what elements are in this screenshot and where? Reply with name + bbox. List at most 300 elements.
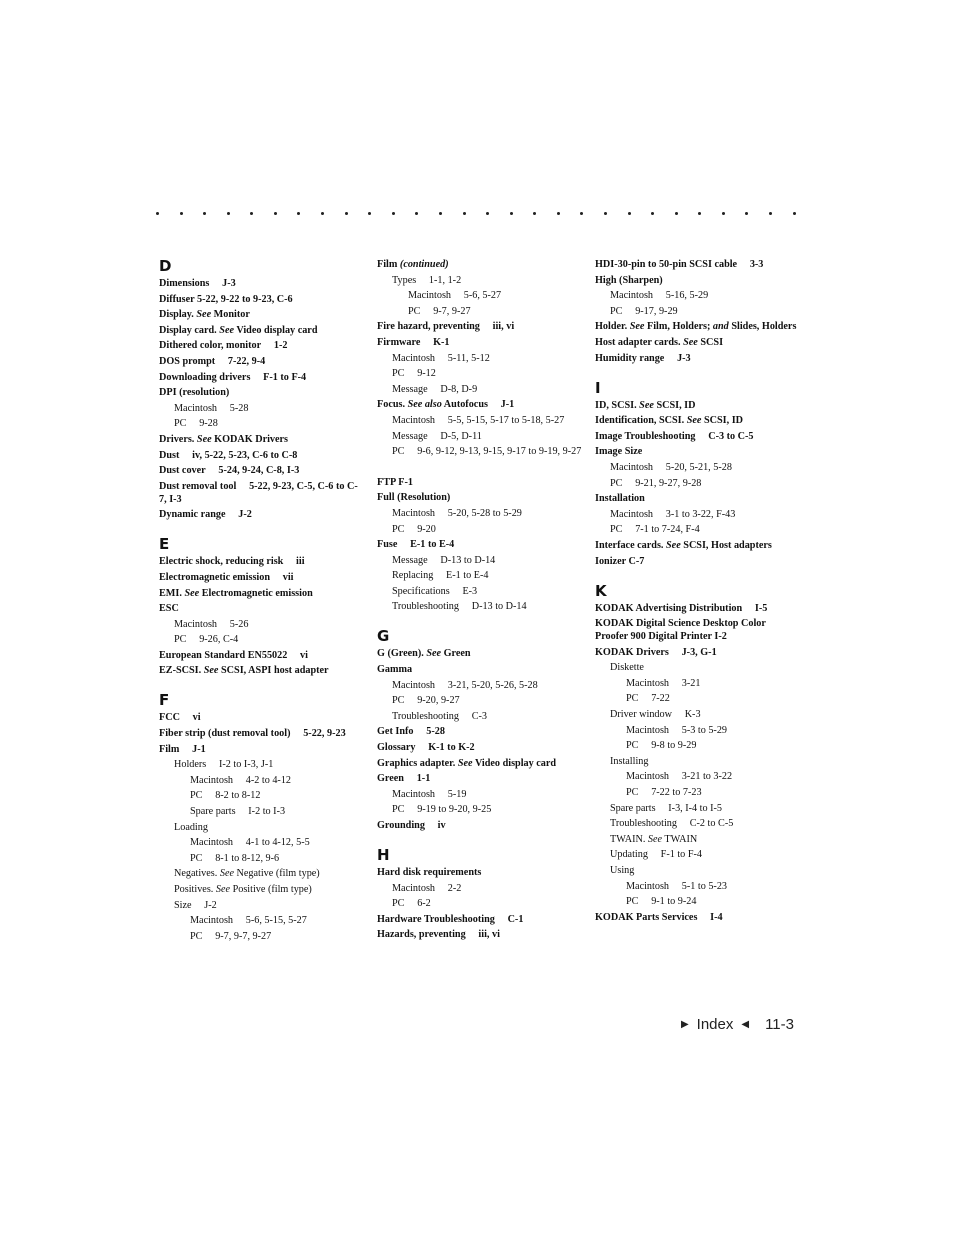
leader-dot	[722, 212, 725, 215]
entry-term: Drivers.	[159, 433, 197, 445]
index-entry	[595, 555, 800, 568]
index-subentry	[595, 802, 800, 815]
index-entry	[159, 355, 359, 368]
entry-term: Using	[610, 865, 635, 876]
leader-dot	[368, 212, 371, 215]
leader-dot	[250, 212, 253, 215]
index-entry	[159, 743, 359, 756]
entry-term: Holder.	[595, 321, 630, 333]
index-entry	[159, 587, 359, 600]
footer-section-label: Index	[696, 1016, 734, 1033]
index-subentry	[377, 569, 582, 582]
index-subentry	[595, 755, 800, 768]
see-reference-target: Video display card	[234, 324, 318, 336]
triangle-right-icon: ▶	[680, 1019, 689, 1030]
index-subentry	[377, 710, 582, 723]
entry-term: PC 9-1 to 9-24	[626, 896, 697, 908]
entry-term: HDI-30-pin to 50-pin SCSI cable 3-3	[595, 259, 764, 270]
entry-term: Macintosh 5-6, 5-15, 5-27	[190, 915, 307, 927]
entry-term: PC 6-2	[392, 898, 431, 910]
see-reference-label: See	[426, 648, 442, 660]
index-entry	[595, 352, 800, 365]
index-subentry	[377, 274, 582, 287]
index-entry	[377, 398, 582, 411]
index-entry	[159, 449, 359, 462]
index-entry	[159, 308, 359, 321]
index-entry	[377, 866, 582, 879]
entry-term: Holders I-2 to I-3, J-1	[174, 759, 274, 771]
entry-term: Macintosh 5-19	[392, 788, 467, 800]
index-subentry	[595, 508, 800, 521]
index-entry	[595, 492, 800, 505]
index-entry	[159, 371, 359, 384]
leader-dot	[203, 212, 206, 215]
entry-term: PC 7-1 to 7-24, F-4	[610, 524, 700, 536]
index-entry	[377, 757, 582, 770]
index-entry	[377, 476, 582, 489]
index-entry	[159, 664, 359, 677]
entry-term: Spare parts I-3, I-4 to I-5	[610, 802, 723, 814]
entry-term: PC 9-7, 9-27	[408, 305, 471, 317]
index-subentry	[595, 708, 800, 721]
entry-term: PC 9-7, 9-7, 9-27	[190, 930, 272, 942]
index-subentry	[377, 507, 582, 520]
leader-dot	[651, 212, 654, 215]
leader-dot	[297, 212, 300, 215]
entry-term: European Standard EN55022 vi	[159, 649, 308, 661]
entry-term: Dithered color, monitor 1-2	[159, 340, 288, 352]
entry-term: Fiber strip (dust removal tool) 5-22, 9-23	[159, 728, 346, 740]
entry-term: PC 7-22	[626, 693, 670, 705]
see-reference-label: See	[629, 321, 645, 333]
entry-term: Dimensions J-3	[159, 278, 236, 289]
entry-term: PC 9-20	[392, 523, 436, 535]
index-subentry	[595, 289, 800, 302]
index-subentry	[595, 739, 800, 752]
index-entry	[595, 430, 800, 443]
entry-term: Specifications E-3	[392, 585, 478, 597]
index-subentry	[159, 417, 359, 430]
entry-term: Installation	[595, 493, 645, 505]
index-subentry	[377, 554, 582, 567]
entry-term: Troubleshooting C-2 to C-5	[610, 818, 734, 830]
leader-dot	[345, 212, 348, 215]
entry-term: Macintosh 4-1 to 4-12, 5-5	[190, 837, 310, 849]
entry-term: Film	[377, 259, 400, 270]
index-entry	[159, 386, 359, 399]
entry-term: Message D-8, D-9	[392, 383, 478, 395]
see-reference-label: See	[219, 868, 234, 880]
entry-term: Dust iv, 5-22, 5-23, C-6 to C-8	[159, 449, 298, 461]
entry-term: Image Troubleshooting C-3 to C-5	[595, 430, 754, 442]
index-letter-heading: F	[159, 691, 170, 710]
entry-term: Diskette	[610, 662, 644, 674]
entry-term: Glossary K-1 to K-2	[377, 742, 475, 754]
index-entry	[159, 433, 359, 446]
index-subentry	[159, 852, 359, 865]
see-reference-target: Autofocus J-1	[441, 399, 515, 411]
index-entry	[595, 445, 800, 458]
see-reference-target: Film, Holders;	[644, 321, 713, 333]
entry-term: Positives.	[174, 884, 216, 895]
see-reference-target: SCSI, ASPI host adapter	[218, 665, 329, 677]
index-entry	[595, 617, 800, 643]
index-entry	[595, 646, 800, 659]
leader-dot	[769, 212, 772, 215]
entry-term: FCC vi	[159, 712, 201, 724]
index-subentry	[159, 402, 359, 415]
entry-term: Hazards, preventing iii, vi	[377, 929, 500, 941]
leader-dot	[745, 212, 748, 215]
index-entry	[595, 320, 800, 333]
entry-term: Troubleshooting D-13 to D-14	[392, 601, 527, 613]
index-subentry	[159, 867, 359, 880]
leader-dot	[415, 212, 418, 215]
index-entry	[595, 602, 800, 615]
entry-term: EMI.	[159, 587, 185, 599]
index-letter-heading: I	[595, 378, 601, 397]
index-subentry	[159, 774, 359, 787]
entry-term: Macintosh 5-1 to 5-23	[626, 880, 728, 892]
index-letter-heading: D	[159, 257, 172, 275]
index-entry	[377, 741, 582, 754]
entry-term: Fire hazard, preventing iii, vi	[377, 321, 515, 333]
entry-term: DPI (resolution)	[159, 387, 230, 399]
index-subentry	[377, 882, 582, 895]
index-letter-heading: H	[377, 846, 390, 864]
see-reference-label: See	[683, 336, 698, 348]
entry-term: PC 9-6, 9-12, 9-13, 9-15, 9-17 to 9-19, 9-27	[392, 446, 582, 458]
index-subentry	[377, 289, 582, 302]
index-subentry	[595, 880, 800, 893]
entry-term: Macintosh 5-11, 5-12	[392, 352, 490, 364]
index-subentry	[159, 899, 359, 912]
entry-term: Get Info 5-28	[377, 726, 445, 738]
entry-term: PC 7-22 to 7-23	[626, 787, 702, 799]
index-entry	[159, 571, 359, 584]
index-subentry	[595, 848, 800, 861]
see-reference-label: See	[639, 399, 654, 411]
entry-term: PC 9-21, 9-27, 9-28	[610, 477, 702, 489]
triangle-left-icon: ◀	[741, 1019, 750, 1030]
entry-term: Display.	[159, 309, 197, 321]
entry-term: Installing	[610, 755, 649, 767]
entry-term: Firmware K-1	[377, 336, 450, 348]
entry-term: Hard disk requirements	[377, 867, 482, 878]
leader-dot	[533, 212, 536, 215]
index-subentry	[377, 897, 582, 910]
index-subentry	[159, 618, 359, 631]
entry-term: Macintosh 2-2	[392, 882, 462, 894]
leader-dot	[675, 212, 678, 215]
entry-term: Message D-5, D-11	[392, 430, 482, 442]
index-entry	[377, 819, 582, 832]
see-reference-target: SCSI, ID	[701, 415, 744, 427]
index-entry	[595, 539, 800, 552]
index-entry	[595, 274, 800, 287]
entry-qualifier: (continued)	[399, 259, 449, 270]
see-reference-target: Negative (film type)	[233, 868, 320, 880]
header-dot-leader	[156, 203, 796, 223]
leader-dot	[439, 212, 442, 215]
see-reference-target: Positive (film type)	[230, 884, 312, 895]
leader-dot	[463, 212, 466, 215]
index-entry	[377, 336, 582, 349]
index-entry	[159, 649, 359, 662]
leader-dot	[486, 212, 489, 215]
entry-term: Size J-2	[174, 899, 217, 911]
entry-term: Film J-1	[159, 743, 206, 755]
index-letter-heading: E	[159, 535, 170, 554]
index-entry	[595, 399, 800, 412]
entry-term: ESC	[159, 603, 179, 615]
entry-term: Dust removal tool 5-22, 9-23, C-5, C-6 to C-7, I-3	[159, 480, 358, 505]
index-subentry	[595, 477, 800, 490]
see-reference-target: SCSI, ID	[653, 399, 696, 411]
entry-term: Full (Resolution)	[377, 492, 451, 504]
see-reference-target: Electromagnetic emission	[199, 587, 313, 599]
index-subentry	[159, 633, 359, 646]
leader-dot	[698, 212, 701, 215]
index-entry	[159, 277, 359, 290]
index-entry	[595, 258, 800, 271]
index-subentry	[377, 414, 582, 427]
entry-term: PC 9-26, C-4	[174, 634, 239, 646]
index-subentry	[595, 661, 800, 674]
leader-dot	[274, 212, 277, 215]
see-reference-label: See	[666, 539, 681, 551]
see-reference-label: See	[457, 757, 473, 769]
entry-term: PC 9-28	[174, 418, 218, 430]
page-footer	[681, 1016, 794, 1033]
entry-term: Humidity range J-3	[595, 352, 691, 364]
index-entry	[159, 464, 359, 477]
see-reference-label: See	[184, 587, 200, 599]
entry-term: Replacing E-1 to E-4	[392, 570, 489, 582]
entry-term: Troubleshooting C-3	[392, 710, 487, 722]
entry-term: PC 9-8 to 9-29	[626, 740, 697, 752]
entry-term: Fuse E-1 to E-4	[377, 539, 455, 551]
index-entry	[377, 725, 582, 738]
entry-term: Downloading drivers F-1 to F-4	[159, 371, 307, 383]
entry-term: Macintosh 5-6, 5-27	[408, 290, 502, 302]
index-subentry	[159, 914, 359, 927]
index-subentry	[377, 430, 582, 443]
leader-dot	[604, 212, 607, 215]
entry-term: KODAK Digital Science Desktop Color Proofer 900 Digital Printer I-2	[595, 618, 769, 643]
index-entry	[159, 480, 359, 506]
index-entry	[159, 508, 359, 521]
entry-term: FTP F-1	[377, 476, 413, 488]
entry-term: Hardware Troubleshooting C-1	[377, 913, 524, 925]
index-subentry	[377, 679, 582, 692]
index-subentry	[159, 836, 359, 849]
index-entry	[377, 258, 582, 271]
entry-term: Graphics adapter.	[377, 757, 458, 769]
index-entry	[159, 711, 359, 724]
index-letter-heading: G	[377, 627, 390, 646]
index-subentry	[377, 445, 582, 458]
index-subentry	[595, 724, 800, 737]
leader-dot	[321, 212, 324, 215]
index-subentry	[377, 585, 582, 598]
index-subentry	[377, 352, 582, 365]
entry-term: Image Size	[595, 446, 643, 458]
entry-term: Negatives.	[174, 868, 220, 880]
index-entry	[159, 324, 359, 337]
index-subentry	[595, 895, 800, 908]
entry-term: DOS prompt 7-22, 9-4	[159, 355, 266, 367]
entry-term: Macintosh 5-20, 5-21, 5-28	[610, 461, 732, 473]
index-subentry	[377, 367, 582, 380]
see-reference-label: See	[196, 309, 212, 321]
entry-term: Macintosh 3-21, 5-20, 5-26, 5-28	[392, 679, 538, 691]
index-subentry	[595, 833, 800, 846]
entry-term: ID, SCSI.	[595, 399, 640, 411]
entry-term: Grounding iv	[377, 820, 446, 831]
see-reference-label: See	[203, 665, 219, 677]
see-reference-target: TWAIN	[662, 833, 698, 845]
index-entry	[159, 293, 359, 306]
leader-dot	[227, 212, 230, 215]
entry-term: Dynamic range J-2	[159, 509, 252, 521]
index-letter-heading: K	[595, 581, 607, 600]
index-subentry	[159, 821, 359, 834]
index-entry	[377, 663, 582, 676]
index-subentry	[159, 805, 359, 818]
index-entry	[377, 772, 582, 785]
leader-dot	[580, 212, 583, 215]
spacer	[377, 461, 582, 476]
leader-dot	[510, 212, 513, 215]
index-entry	[377, 320, 582, 333]
entry-term: Macintosh 5-5, 5-15, 5-17 to 5-18, 5-27	[392, 414, 565, 426]
see-reference-label: See	[215, 884, 231, 895]
entry-term: Electromagnetic emission vii	[159, 571, 294, 583]
entry-term: Macintosh 5-16, 5-29	[610, 290, 709, 302]
entry-term: Types 1-1, 1-2	[392, 274, 462, 286]
entry-term: Macintosh 5-3 to 5-29	[626, 724, 728, 736]
entry-term: Loading	[174, 821, 208, 833]
index-subentry	[595, 692, 800, 705]
index-subentry	[377, 305, 582, 318]
index-entry	[377, 491, 582, 504]
index-subentry	[377, 383, 582, 396]
entry-term: G (Green).	[377, 648, 427, 660]
entry-term: EZ-SCSI.	[159, 665, 204, 677]
index-subentry	[159, 789, 359, 802]
index-subentry	[595, 786, 800, 799]
leader-dot	[557, 212, 560, 215]
see-reference-label: See	[219, 324, 234, 336]
entry-term: PC 8-2 to 8-12	[190, 790, 261, 802]
index-subentry	[377, 523, 582, 536]
entry-term: Green 1-1	[377, 773, 431, 785]
entry-term: PC 9-19 to 9-20, 9-25	[392, 804, 492, 816]
entry-term: KODAK Advertising Distribution I-5	[595, 602, 768, 614]
index-subentry	[377, 803, 582, 816]
entry-term: Focus.	[377, 399, 408, 411]
leader-dot	[793, 212, 796, 215]
entry-term: Macintosh 3-1 to 3-22, F-43	[610, 508, 736, 520]
footer-page-number: 11-3	[765, 1016, 794, 1033]
index-subentry	[595, 305, 800, 318]
see-reference-target: SCSI	[697, 336, 724, 348]
entry-term: PC 9-20, 9-27	[392, 695, 460, 707]
see-reference-label: and	[712, 321, 729, 333]
index-entry	[595, 911, 800, 924]
see-reference-label: See	[686, 415, 702, 427]
leader-dot	[156, 212, 159, 215]
entry-term: Interface cards.	[595, 539, 667, 551]
entry-term: Macintosh 5-26	[174, 618, 249, 630]
entry-term: Macintosh 5-28	[174, 402, 249, 414]
entry-term: Spare parts I-2 to I-3	[190, 806, 286, 818]
see-reference-target: Monitor	[211, 309, 250, 321]
see-reference-label: See	[196, 433, 212, 445]
entry-term: PC 9-12	[392, 368, 436, 380]
see-reference-target: Slides, Holders	[728, 321, 797, 333]
leader-dot	[628, 212, 631, 215]
index-subentry	[595, 770, 800, 783]
index-entry	[377, 928, 582, 941]
entry-term: KODAK Drivers J-3, G-1	[595, 646, 717, 658]
index-entry	[595, 414, 800, 427]
entry-term: Macintosh 3-21 to 3-22	[626, 771, 733, 783]
see-reference-target: SCSI, Host adapters	[680, 539, 772, 551]
see-reference-label: See	[647, 833, 663, 845]
leader-dot	[392, 212, 395, 215]
entry-term: High (Sharpen)	[595, 274, 663, 286]
entry-term: Ionizer C-7	[595, 555, 645, 567]
see-reference-target: Video display card	[472, 757, 557, 769]
index-entry	[595, 336, 800, 349]
entry-term: Macintosh 4-2 to 4-12	[190, 774, 292, 786]
entry-term: Driver window K-3	[610, 709, 701, 721]
index-entry	[159, 602, 359, 615]
index-entry	[377, 647, 582, 660]
index-column-2	[377, 258, 582, 944]
entry-term: Message D-13 to D-14	[392, 554, 496, 566]
index-subentry	[595, 817, 800, 830]
see-reference-target: KODAK Drivers	[211, 433, 289, 445]
entry-term: Electric shock, reducing risk iii	[159, 556, 305, 568]
index-subentry	[595, 864, 800, 877]
index-column-1	[159, 258, 359, 945]
index-entry	[159, 555, 359, 568]
index-subentry	[595, 461, 800, 474]
entry-term: TWAIN.	[610, 833, 648, 845]
index-subentry	[159, 758, 359, 771]
entry-term: Display card.	[159, 324, 220, 336]
index-subentry	[377, 788, 582, 801]
entry-term: PC 9-17, 9-29	[610, 305, 678, 317]
entry-term: KODAK Parts Services I-4	[595, 911, 723, 923]
index-column-3	[595, 258, 800, 926]
see-reference-target: Green	[441, 648, 471, 660]
entry-term: Macintosh 3-21	[626, 677, 701, 689]
entry-term: Diffuser 5-22, 9-22 to 9-23, C-6	[159, 293, 293, 305]
entry-term: PC 8-1 to 8-12, 9-6	[190, 852, 280, 864]
entry-term: Dust cover 5-24, 9-24, C-8, I-3	[159, 465, 300, 477]
leader-dot	[180, 212, 183, 215]
index-entry	[159, 727, 359, 740]
entry-term: Gamma	[377, 664, 413, 676]
entry-term: Host adapter cards.	[595, 336, 684, 348]
index-subentry	[377, 694, 582, 707]
entry-term: Identification, SCSI.	[595, 415, 687, 427]
index-subentry	[377, 600, 582, 613]
